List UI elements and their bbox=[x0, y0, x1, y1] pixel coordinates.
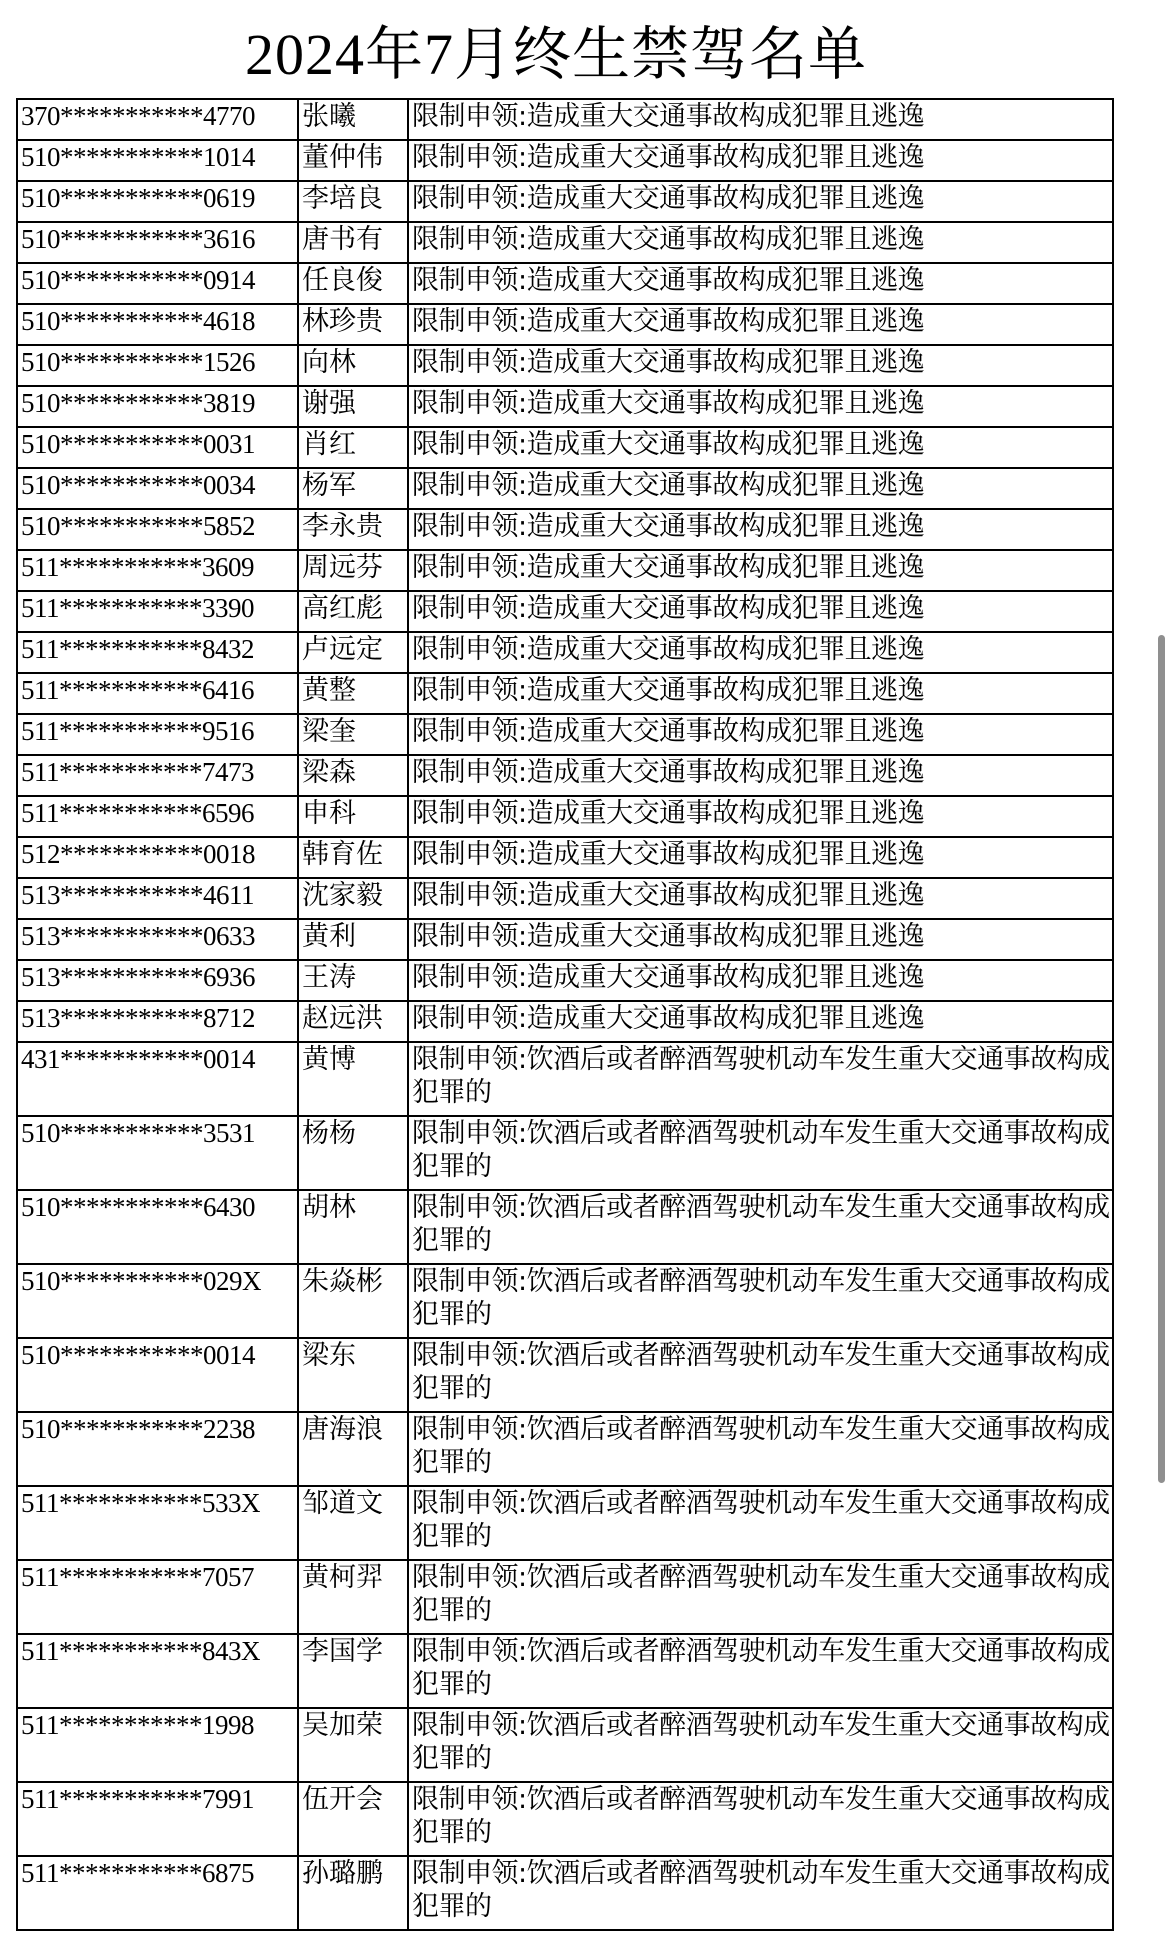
id-number-cell: 513***********8712 bbox=[17, 1001, 298, 1042]
name-cell: 卢远定 bbox=[298, 632, 408, 673]
name-cell: 杨军 bbox=[298, 468, 408, 509]
name-cell: 梁东 bbox=[298, 1338, 408, 1412]
name-cell: 黄整 bbox=[298, 673, 408, 714]
name-cell: 林珍贵 bbox=[298, 304, 408, 345]
table-row bbox=[17, 1001, 1113, 1042]
id-number-cell: 510***********0619 bbox=[17, 181, 298, 222]
table-row bbox=[17, 386, 1113, 427]
id-number-cell: 370***********4770 bbox=[17, 99, 298, 140]
name-cell: 孙璐鹏 bbox=[298, 1856, 408, 1930]
name-cell: 任良俊 bbox=[298, 263, 408, 304]
ban-list-table bbox=[16, 98, 1114, 1931]
id-number-cell: 511***********6416 bbox=[17, 673, 298, 714]
restriction-reason-cell: 限制申领:饮酒后或者醉酒驾驶机动车发生重大交通事故构成犯罪的 bbox=[408, 1486, 1113, 1560]
restriction-reason-cell: 限制申领:饮酒后或者醉酒驾驶机动车发生重大交通事故构成犯罪的 bbox=[408, 1560, 1113, 1634]
table-row bbox=[17, 960, 1113, 1001]
table-row bbox=[17, 1856, 1113, 1930]
restriction-reason-cell: 限制申领:饮酒后或者醉酒驾驶机动车发生重大交通事故构成犯罪的 bbox=[408, 1338, 1113, 1412]
id-number-cell: 510***********5852 bbox=[17, 509, 298, 550]
restriction-reason-cell: 限制申领:造成重大交通事故构成犯罪且逃逸 bbox=[408, 427, 1113, 468]
name-cell: 黄利 bbox=[298, 919, 408, 960]
table-row bbox=[17, 673, 1113, 714]
table-row bbox=[17, 1116, 1113, 1190]
name-cell: 李培良 bbox=[298, 181, 408, 222]
name-cell: 邹道文 bbox=[298, 1486, 408, 1560]
restriction-reason-cell: 限制申领:造成重大交通事故构成犯罪且逃逸 bbox=[408, 222, 1113, 263]
name-cell: 谢强 bbox=[298, 386, 408, 427]
table-row bbox=[17, 1708, 1113, 1782]
restriction-reason-cell: 限制申领:饮酒后或者醉酒驾驶机动车发生重大交通事故构成犯罪的 bbox=[408, 1264, 1113, 1338]
id-number-cell: 511***********843X bbox=[17, 1634, 298, 1708]
name-cell: 李永贵 bbox=[298, 509, 408, 550]
name-cell: 杨杨 bbox=[298, 1116, 408, 1190]
id-number-cell: 510***********2238 bbox=[17, 1412, 298, 1486]
table-row bbox=[17, 1782, 1113, 1856]
restriction-reason-cell: 限制申领:造成重大交通事故构成犯罪且逃逸 bbox=[408, 755, 1113, 796]
id-number-cell: 431***********0014 bbox=[17, 1042, 298, 1116]
restriction-reason-cell: 限制申领:造成重大交通事故构成犯罪且逃逸 bbox=[408, 796, 1113, 837]
table-row bbox=[17, 181, 1113, 222]
table-row bbox=[17, 1042, 1113, 1116]
table-row bbox=[17, 714, 1113, 755]
name-cell: 李国学 bbox=[298, 1634, 408, 1708]
vertical-scrollbar[interactable] bbox=[1158, 635, 1165, 1483]
restriction-reason-cell: 限制申领:造成重大交通事故构成犯罪且逃逸 bbox=[408, 304, 1113, 345]
table-row bbox=[17, 591, 1113, 632]
name-cell: 朱焱彬 bbox=[298, 1264, 408, 1338]
name-cell: 周远芬 bbox=[298, 550, 408, 591]
restriction-reason-cell: 限制申领:饮酒后或者醉酒驾驶机动车发生重大交通事故构成犯罪的 bbox=[408, 1856, 1113, 1930]
restriction-reason-cell: 限制申领:饮酒后或者醉酒驾驶机动车发生重大交通事故构成犯罪的 bbox=[408, 1042, 1113, 1116]
id-number-cell: 510***********029X bbox=[17, 1264, 298, 1338]
restriction-reason-cell: 限制申领:饮酒后或者醉酒驾驶机动车发生重大交通事故构成犯罪的 bbox=[408, 1190, 1113, 1264]
name-cell: 董仲伟 bbox=[298, 140, 408, 181]
name-cell: 胡林 bbox=[298, 1190, 408, 1264]
name-cell: 韩育佐 bbox=[298, 837, 408, 878]
name-cell: 申科 bbox=[298, 796, 408, 837]
restriction-reason-cell: 限制申领:造成重大交通事故构成犯罪且逃逸 bbox=[408, 181, 1113, 222]
id-number-cell: 510***********3531 bbox=[17, 1116, 298, 1190]
table-row bbox=[17, 427, 1113, 468]
restriction-reason-cell: 限制申领:造成重大交通事故构成犯罪且逃逸 bbox=[408, 509, 1113, 550]
id-number-cell: 510***********0914 bbox=[17, 263, 298, 304]
table-row bbox=[17, 919, 1113, 960]
name-cell: 黄柯羿 bbox=[298, 1560, 408, 1634]
restriction-reason-cell: 限制申领:造成重大交通事故构成犯罪且逃逸 bbox=[408, 386, 1113, 427]
id-number-cell: 510***********3819 bbox=[17, 386, 298, 427]
table-row bbox=[17, 796, 1113, 837]
table-row bbox=[17, 550, 1113, 591]
table-row bbox=[17, 1190, 1113, 1264]
table-row bbox=[17, 1338, 1113, 1412]
name-cell: 吴加荣 bbox=[298, 1708, 408, 1782]
id-number-cell: 510***********1014 bbox=[17, 140, 298, 181]
restriction-reason-cell: 限制申领:造成重大交通事故构成犯罪且逃逸 bbox=[408, 673, 1113, 714]
id-number-cell: 510***********1526 bbox=[17, 345, 298, 386]
name-cell: 梁森 bbox=[298, 755, 408, 796]
table-row bbox=[17, 1412, 1113, 1486]
table-row bbox=[17, 222, 1113, 263]
restriction-reason-cell: 限制申领:造成重大交通事故构成犯罪且逃逸 bbox=[408, 550, 1113, 591]
table-row bbox=[17, 468, 1113, 509]
name-cell: 赵远洪 bbox=[298, 1001, 408, 1042]
restriction-reason-cell: 限制申领:造成重大交通事故构成犯罪且逃逸 bbox=[408, 960, 1113, 1001]
id-number-cell: 511***********7057 bbox=[17, 1560, 298, 1634]
name-cell: 伍开会 bbox=[298, 1782, 408, 1856]
name-cell: 张曦 bbox=[298, 99, 408, 140]
id-number-cell: 511***********6875 bbox=[17, 1856, 298, 1930]
id-number-cell: 510***********0034 bbox=[17, 468, 298, 509]
table-row bbox=[17, 140, 1113, 181]
table-row bbox=[17, 509, 1113, 550]
restriction-reason-cell: 限制申领:饮酒后或者醉酒驾驶机动车发生重大交通事故构成犯罪的 bbox=[408, 1782, 1113, 1856]
name-cell: 王涛 bbox=[298, 960, 408, 1001]
table-row bbox=[17, 1560, 1113, 1634]
id-number-cell: 510***********0014 bbox=[17, 1338, 298, 1412]
name-cell: 肖红 bbox=[298, 427, 408, 468]
id-number-cell: 511***********9516 bbox=[17, 714, 298, 755]
table-row bbox=[17, 632, 1113, 673]
table-row bbox=[17, 304, 1113, 345]
name-cell: 唐书有 bbox=[298, 222, 408, 263]
table-row bbox=[17, 345, 1113, 386]
table-row bbox=[17, 99, 1113, 140]
restriction-reason-cell: 限制申领:饮酒后或者醉酒驾驶机动车发生重大交通事故构成犯罪的 bbox=[408, 1116, 1113, 1190]
restriction-reason-cell: 限制申领:饮酒后或者醉酒驾驶机动车发生重大交通事故构成犯罪的 bbox=[408, 1634, 1113, 1708]
name-cell: 黄博 bbox=[298, 1042, 408, 1116]
name-cell: 梁奎 bbox=[298, 714, 408, 755]
id-number-cell: 510***********6430 bbox=[17, 1190, 298, 1264]
name-cell: 高红彪 bbox=[298, 591, 408, 632]
table-row bbox=[17, 1264, 1113, 1338]
table-row bbox=[17, 878, 1113, 919]
id-number-cell: 511***********1998 bbox=[17, 1708, 298, 1782]
id-number-cell: 511***********8432 bbox=[17, 632, 298, 673]
id-number-cell: 510***********3616 bbox=[17, 222, 298, 263]
name-cell: 向林 bbox=[298, 345, 408, 386]
id-number-cell: 511***********7991 bbox=[17, 1782, 298, 1856]
id-number-cell: 513***********6936 bbox=[17, 960, 298, 1001]
restriction-reason-cell: 限制申领:造成重大交通事故构成犯罪且逃逸 bbox=[408, 837, 1113, 878]
restriction-reason-cell: 限制申领:造成重大交通事故构成犯罪且逃逸 bbox=[408, 591, 1113, 632]
id-number-cell: 512***********0018 bbox=[17, 837, 298, 878]
restriction-reason-cell: 限制申领:饮酒后或者醉酒驾驶机动车发生重大交通事故构成犯罪的 bbox=[408, 1708, 1113, 1782]
id-number-cell: 511***********7473 bbox=[17, 755, 298, 796]
restriction-reason-cell: 限制申领:造成重大交通事故构成犯罪且逃逸 bbox=[408, 632, 1113, 673]
table-row bbox=[17, 837, 1113, 878]
restriction-reason-cell: 限制申领:造成重大交通事故构成犯罪且逃逸 bbox=[408, 140, 1113, 181]
id-number-cell: 513***********4611 bbox=[17, 878, 298, 919]
table-row bbox=[17, 263, 1113, 304]
id-number-cell: 511***********3390 bbox=[17, 591, 298, 632]
restriction-reason-cell: 限制申领:造成重大交通事故构成犯罪且逃逸 bbox=[408, 468, 1113, 509]
restriction-reason-cell: 限制申领:造成重大交通事故构成犯罪且逃逸 bbox=[408, 919, 1113, 960]
name-cell: 沈家毅 bbox=[298, 878, 408, 919]
restriction-reason-cell: 限制申领:造成重大交通事故构成犯罪且逃逸 bbox=[408, 1001, 1113, 1042]
table-row bbox=[17, 755, 1113, 796]
name-cell: 唐海浪 bbox=[298, 1412, 408, 1486]
id-number-cell: 511***********533X bbox=[17, 1486, 298, 1560]
id-number-cell: 510***********4618 bbox=[17, 304, 298, 345]
restriction-reason-cell: 限制申领:造成重大交通事故构成犯罪且逃逸 bbox=[408, 714, 1113, 755]
restriction-reason-cell: 限制申领:造成重大交通事故构成犯罪且逃逸 bbox=[408, 345, 1113, 386]
ban-list-body bbox=[17, 99, 1113, 1930]
restriction-reason-cell: 限制申领:造成重大交通事故构成犯罪且逃逸 bbox=[408, 878, 1113, 919]
id-number-cell: 511***********3609 bbox=[17, 550, 298, 591]
page-title: 2024年7月终生禁驾名单 bbox=[244, 22, 867, 87]
id-number-cell: 510***********0031 bbox=[17, 427, 298, 468]
id-number-cell: 513***********0633 bbox=[17, 919, 298, 960]
restriction-reason-cell: 限制申领:造成重大交通事故构成犯罪且逃逸 bbox=[408, 99, 1113, 140]
restriction-reason-cell: 限制申领:造成重大交通事故构成犯罪且逃逸 bbox=[408, 263, 1113, 304]
table-row bbox=[17, 1634, 1113, 1708]
table-row bbox=[17, 1486, 1113, 1560]
id-number-cell: 511***********6596 bbox=[17, 796, 298, 837]
restriction-reason-cell: 限制申领:饮酒后或者醉酒驾驶机动车发生重大交通事故构成犯罪的 bbox=[408, 1412, 1113, 1486]
